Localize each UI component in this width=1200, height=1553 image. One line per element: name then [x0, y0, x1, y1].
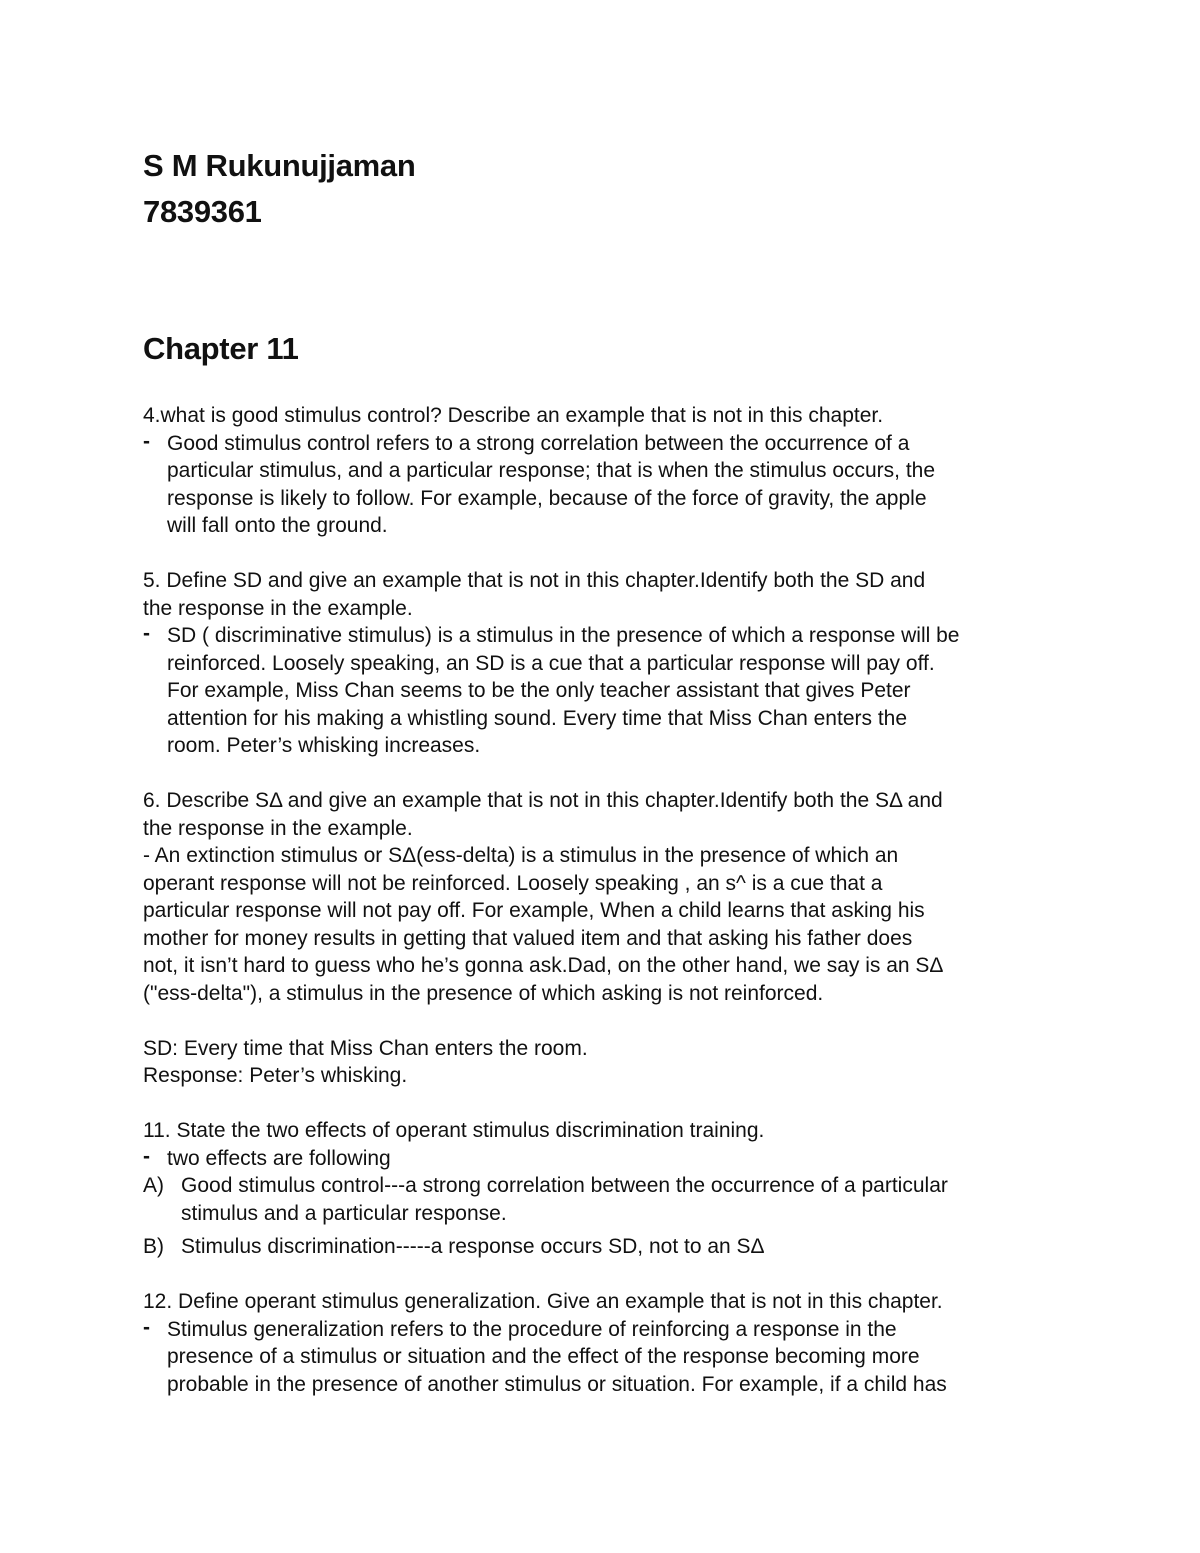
answer-line: not, it isn’t hard to guess who he’s gonna ask.Dad, on the other hand, we say is an SΔ: [143, 954, 944, 977]
answer-line: mother for money results in getting that valued item and that asking his father does: [143, 926, 913, 950]
answer-5: [143, 622, 1093, 760]
sd-line: SD: Every time that Miss Chan enters the room.: [143, 1036, 588, 1060]
answer-11-intro: [143, 1145, 1093, 1173]
answer-line: response is likely to follow. For example, because of the force of gravity, the apple: [167, 486, 927, 510]
answer-line: particular response will not pay off. For example, When a child learns that asking his: [143, 899, 925, 922]
chapter-heading: Chapter 11: [143, 331, 299, 366]
answer-line: presence of a stimulus or situation and the effect of the response becoming more: [167, 1345, 920, 1368]
answer-line: reinforced. Loosely speaking, an SD is a cue that a particular response will pay off.: [167, 651, 935, 675]
answer-line: Good stimulus control refers to a strong correlation between the occurrence of a: [167, 431, 910, 455]
list-marker: A): [143, 1174, 164, 1197]
answer-line: operant response will not be reinforced. Loosely speaking , an s^ is a cue that a: [143, 871, 883, 895]
dash-bullet: -: [143, 622, 150, 645]
student-id: 7839361: [143, 194, 262, 229]
question-5-line: the response in the example.: [143, 596, 413, 620]
spacer: [143, 1261, 1093, 1289]
question-6-line: the response in the example.: [143, 816, 413, 840]
answer-line: Stimulus generalization refers to the procedure of reinforcing a response in the: [167, 1317, 897, 1341]
answer-4: [143, 430, 1093, 540]
list-item-line: stimulus and a particular response.: [181, 1201, 507, 1225]
answer-line: particular stimulus, and a particular response; that is when the stimulus occurs, the: [167, 459, 936, 482]
list-marker: B): [143, 1235, 164, 1258]
answer-line: two effects are following: [167, 1146, 391, 1170]
question-11: 11. State the two effects of operant stimulus discrimination training.: [143, 1119, 765, 1142]
dash-bullet: -: [143, 1315, 150, 1339]
answer-line: room. Peter’s whisking increases.: [167, 734, 481, 757]
spacer: [143, 540, 1093, 568]
answer-12: [143, 1316, 1093, 1399]
spacer: [143, 760, 1093, 788]
question-5-line: 5. Define SD and give an example that is not in this chapter.Identify both the SD and: [143, 569, 926, 592]
answer-line: attention for his making a whistling sound. Every time that Miss Chan enters the: [167, 706, 908, 730]
answer-line: ("ess-delta"), a stimulus in the presence of which asking is not reinforced.: [143, 981, 824, 1005]
question-6-line: 6. Describe SΔ and give an example that is not in this chapter.Identify both the SΔ and: [143, 789, 943, 812]
response-line: Response: Peter’s whisking.: [143, 1064, 408, 1087]
question-12: 12. Define operant stimulus generalization. Give an example that is not in this chapter.: [143, 1290, 943, 1313]
spacer: [143, 1007, 1093, 1035]
list-item-line: Stimulus discrimination-----a response occurs SD, not to an SΔ: [181, 1235, 765, 1258]
answer-line: will fall onto the ground.: [167, 514, 388, 537]
answer-line: SD ( discriminative stimulus) is a stimulus in the presence of which a response will be: [167, 624, 960, 647]
list-item: [143, 1172, 1093, 1227]
dash-bullet: -: [143, 429, 150, 453]
document-body: [143, 402, 1093, 1398]
question-4: 4.what is good stimulus control? Describe an example that is not in this chapter.: [143, 404, 884, 427]
answer-line: - An extinction stimulus or SΔ(ess-delta) is a stimulus in the presence of which an: [143, 844, 899, 867]
author-name: S M Rukunujjaman: [143, 148, 416, 183]
list-item: [143, 1233, 1093, 1261]
spacer: [143, 1090, 1093, 1118]
dash-bullet: -: [143, 1144, 150, 1168]
answer-line: probable in the presence of another stimulus or situation. For example, if a child has: [167, 1372, 947, 1396]
answer-line: For example, Miss Chan seems to be the only teacher assistant that gives Peter: [167, 679, 911, 702]
list-item-line: Good stimulus control---a strong correlation between the occurrence of a particular: [181, 1174, 948, 1197]
